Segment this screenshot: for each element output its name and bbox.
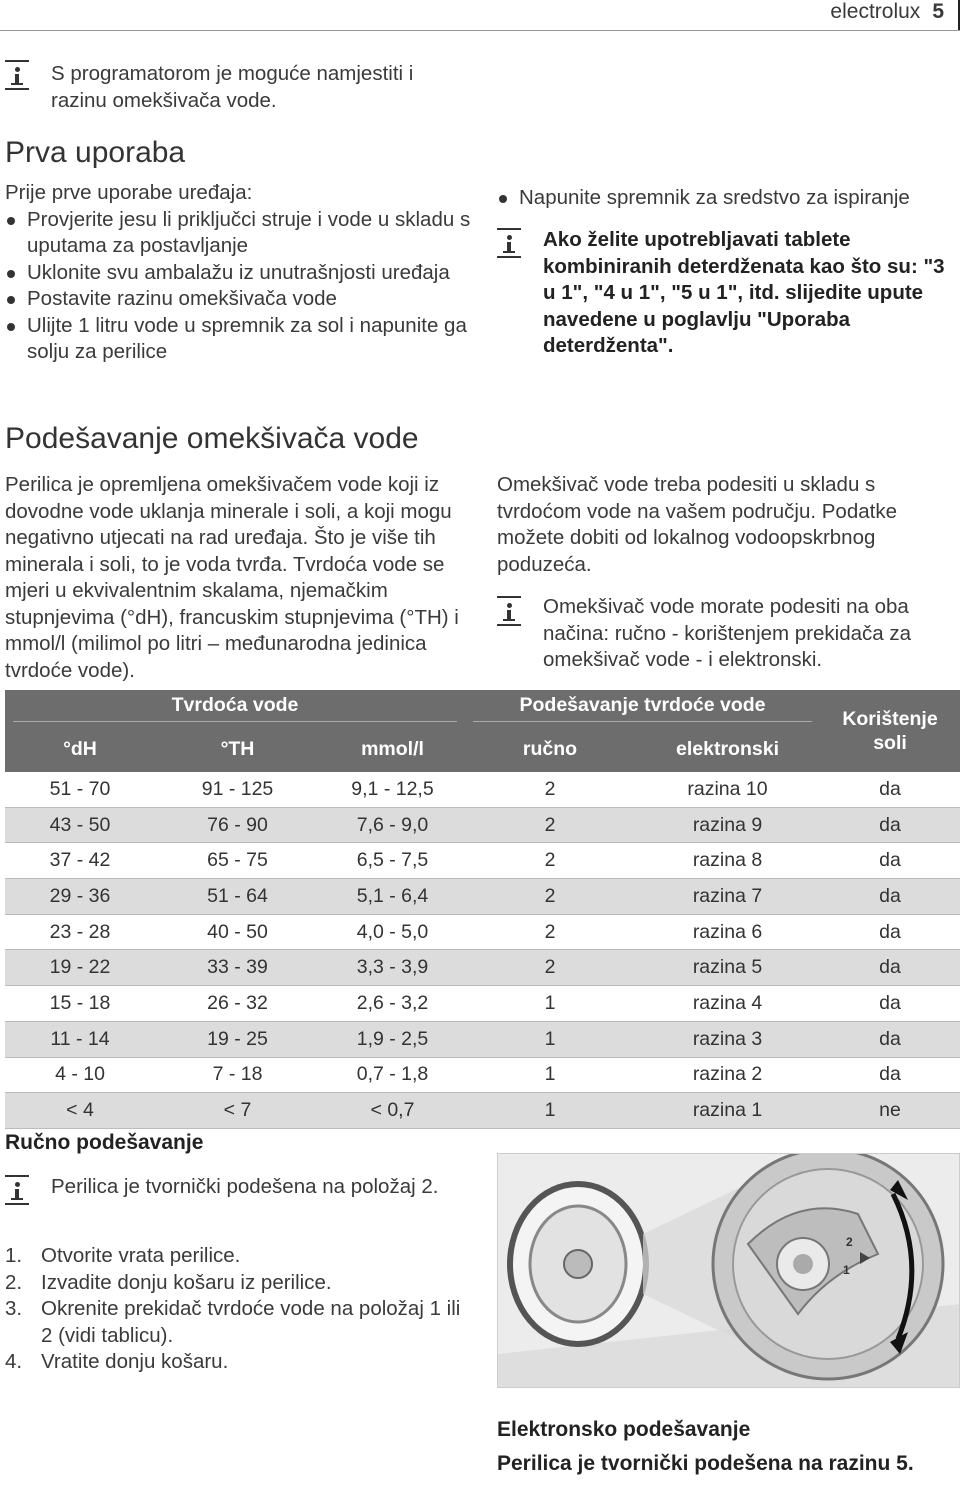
table-cell: 40 - 50: [155, 914, 320, 950]
table-cell: razina 3: [635, 1021, 820, 1057]
first-use-title: Prva uporaba: [5, 136, 186, 169]
table-cell: 2,6 - 3,2: [320, 986, 465, 1022]
table-cell: 7 - 18: [155, 1057, 320, 1093]
table-cell: ne: [820, 1093, 960, 1129]
column-header-mmol: mmol/l: [320, 726, 465, 772]
table-row: [5, 950, 960, 986]
page-number: 5: [932, 0, 944, 23]
group-header-hardness: Tvrdoća vode: [5, 690, 465, 726]
list-item: Ulijte 1 litru vode u spremnik za sol i napunite ga solju za perilice: [5, 313, 475, 366]
softener-paragraph: Perilica je opremljena omekšivačem vode koji iz dovodne vode uklanja minerale i soli, a koji mogu negativno utjecati na rad uređaja. Što je više tih minerala i soli, to je voda tvrđa. Tvrdoća vode se mjeri u ekvivalentnim skalama, njemačkim stupnjevima (°dH), francuskim stupnjevima (°TH) i mmol/l (milimol po litri – međunarodna jedinica tvrdoće vode).: [5, 473, 459, 682]
table-cell: 9,1 - 12,5: [320, 772, 465, 807]
table-cell: razina 10: [635, 772, 820, 807]
table-cell: 2: [465, 879, 635, 915]
table-row: [5, 1057, 960, 1093]
water-hardness-table: [5, 690, 960, 1129]
table-cell: da: [820, 950, 960, 986]
table-cell: 43 - 50: [5, 807, 155, 843]
column-header-salt: Korištenje soli: [820, 690, 960, 772]
table-cell: 2: [465, 772, 635, 807]
table-cell: razina 4: [635, 986, 820, 1022]
softener-dial-illustration: [497, 1153, 960, 1388]
first-use-intro: Prije prve uporabe uređaja:: [5, 181, 253, 204]
table-cell: da: [820, 1021, 960, 1057]
table-cell: 37 - 42: [5, 843, 155, 879]
list-item: Napunite spremnik za sredstvo za ispiranje: [497, 185, 960, 212]
softener-note: Omekšivač vode morate podesiti na oba načina: ručno - korištenjem prekidača za omekšivač vode - i elektronski.: [543, 595, 912, 671]
electronic-title: Elektronsko podešavanje: [497, 1418, 751, 1441]
table-cell: 26 - 32: [155, 986, 320, 1022]
table-cell: 2: [465, 843, 635, 879]
table-row: [5, 843, 960, 879]
page-header: [830, 0, 944, 24]
table-cell: razina 2: [635, 1057, 820, 1093]
table-cell: 2: [465, 950, 635, 986]
table-cell: razina 1: [635, 1093, 820, 1129]
table-cell: da: [820, 879, 960, 915]
table-cell: 91 - 125: [155, 772, 320, 807]
step-item: 4. Vratite donju košaru.: [5, 1350, 229, 1373]
table-cell: 19 - 25: [155, 1021, 320, 1057]
table-row: [5, 914, 960, 950]
info-icon: [497, 596, 521, 626]
programmer-note: S programatorom je moguće namjestiti i razinu omekšivača vode.: [51, 62, 414, 112]
table-cell: 29 - 36: [5, 879, 155, 915]
table-row: [5, 879, 960, 915]
table-cell: da: [820, 807, 960, 843]
table-cell: da: [820, 843, 960, 879]
dial-drawing: [498, 1154, 960, 1388]
table-cell: < 0,7: [320, 1093, 465, 1129]
table-cell: 1: [465, 1093, 635, 1129]
table-cell: 6,5 - 7,5: [320, 843, 465, 879]
table-cell: 2: [465, 807, 635, 843]
table-row: [5, 1093, 960, 1129]
table-cell: 3,3 - 3,9: [320, 950, 465, 986]
info-icon: [497, 228, 521, 258]
column-header-electronic: elektronski: [635, 726, 820, 772]
manual-note: Perilica je tvornički podešena na položaj 2.: [51, 1175, 439, 1198]
first-use-body-right: [497, 185, 960, 212]
table-cell: razina 6: [635, 914, 820, 950]
table-cell: razina 8: [635, 843, 820, 879]
table-cell: 5,1 - 6,4: [320, 879, 465, 915]
table-row: [5, 772, 960, 807]
table-cell: razina 9: [635, 807, 820, 843]
column-header-manual: ručno: [465, 726, 635, 772]
table-cell: 2: [465, 914, 635, 950]
table-cell: < 4: [5, 1093, 155, 1129]
table-cell: 15 - 18: [5, 986, 155, 1022]
manual-steps: [5, 1243, 475, 1376]
group-header-setting: Podešavanje tvrdoće vode: [465, 690, 820, 726]
table-cell: razina 7: [635, 879, 820, 915]
table-cell: da: [820, 986, 960, 1022]
table-cell: 7,6 - 9,0: [320, 807, 465, 843]
table-row: [5, 807, 960, 843]
table-cell: 51 - 64: [155, 879, 320, 915]
table-cell: < 7: [155, 1093, 320, 1129]
info-icon: [5, 1175, 29, 1205]
table-row: [5, 1021, 960, 1057]
brand-name: electrolux: [830, 0, 921, 23]
table-cell: 1: [465, 1057, 635, 1093]
list-item: Provjerite jesu li priključci struje i vode u skladu s uputama za postavljanje: [5, 207, 475, 260]
softener-paragraph-2: Omekšivač vode treba podesiti u skladu s tvrdoćom vode na vašem području. Podatke možete dobiti od lokalnog vodoopskrbnog poduzeća.: [497, 473, 897, 576]
step-item: 3. Okrenite prekidač tvrdoće vode na položaj 1 ili 2 (vidi tablicu).: [5, 1297, 461, 1347]
list-item: Postavite razinu omekšivača vode: [5, 286, 475, 313]
manual-title: Ručno podešavanje: [5, 1131, 204, 1154]
header-divider: [0, 30, 960, 31]
table-cell: 76 - 90: [155, 807, 320, 843]
tablet-note: Ako želite upotrebljavati tablete kombiniranih deterdženata kao što su: "3 u 1", "4 u 1", "5 u 1", itd. slijedite upute navedene u poglavlju "Uporaba deterdženta".: [543, 228, 945, 357]
electronic-text: Perilica je tvornički podešena na razinu 5.: [497, 1452, 914, 1475]
first-use-list: [5, 207, 475, 366]
step-item: 2. Izvadite donju košaru iz perilice.: [5, 1270, 332, 1294]
table-cell: 0,7 - 1,8: [320, 1057, 465, 1093]
table-row: [5, 986, 960, 1022]
table-cell: 65 - 75: [155, 843, 320, 879]
table-cell: 1: [465, 1021, 635, 1057]
step-item: 1. Otvorite vrata perilice.: [5, 1244, 241, 1267]
dial-label-2: 2: [846, 1235, 853, 1249]
table-cell: 19 - 22: [5, 950, 155, 986]
table-cell: razina 5: [635, 950, 820, 986]
table-cell: da: [820, 1057, 960, 1093]
softener-title: Podešavanje omekšivača vode: [5, 422, 419, 455]
table-cell: 1,9 - 2,5: [320, 1021, 465, 1057]
table-cell: 4 - 10: [5, 1057, 155, 1093]
table-cell: 51 - 70: [5, 772, 155, 807]
table-cell: 11 - 14: [5, 1021, 155, 1057]
column-header-dh: °dH: [5, 726, 155, 772]
table-cell: 33 - 39: [155, 950, 320, 986]
table-cell: da: [820, 772, 960, 807]
column-header-th: °TH: [155, 726, 320, 772]
first-use-body: [5, 180, 475, 366]
table-cell: 1: [465, 986, 635, 1022]
table-cell: da: [820, 914, 960, 950]
table-cell: 4,0 - 5,0: [320, 914, 465, 950]
list-item: Uklonite svu ambalažu iz unutrašnjosti uređaja: [5, 260, 475, 287]
dial-label-1: 1: [843, 1263, 850, 1277]
info-icon: [5, 60, 29, 90]
table-cell: 23 - 28: [5, 914, 155, 950]
